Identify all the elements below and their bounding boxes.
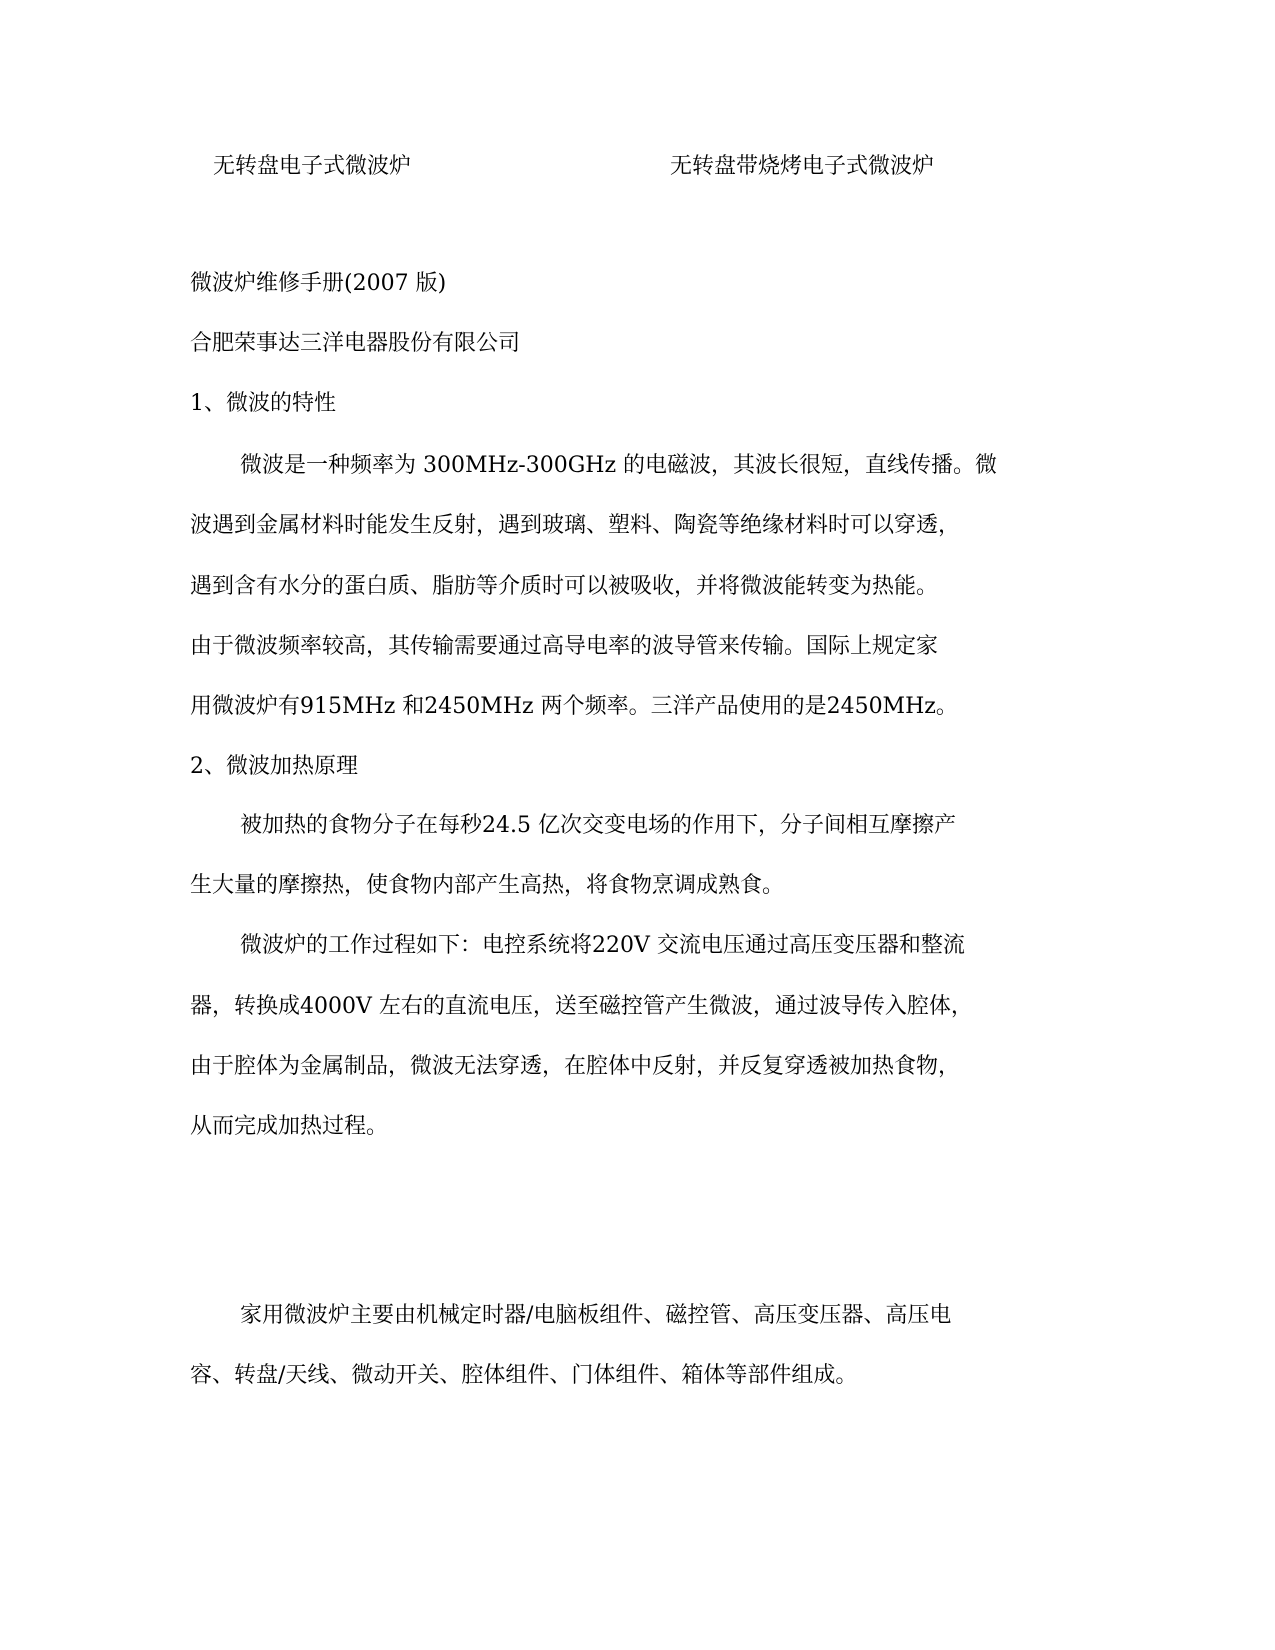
- paragraph-line: 遇到含有水分的蛋白质、脂肪等介质时可以被吸收，并将微波能转变为热能。: [190, 574, 939, 599]
- company-name: 合肥荣事达三洋电器股份有限公司: [190, 331, 521, 356]
- paragraph-line: 从而完成加热过程。: [190, 1114, 389, 1139]
- paragraph-line: 器，转换成4000V 左右的直流电压，送至磁控管产生微波，通过波导传入腔体，: [190, 994, 973, 1019]
- paragraph-line: 微波炉的工作过程如下：电控系统将220V 交流电压通过高压变压器和整流: [240, 933, 965, 958]
- paragraph-line: 由于腔体为金属制品，微波无法穿透，在腔体中反射，并反复穿透被加热食物，: [190, 1054, 961, 1079]
- paragraph-line: 家用微波炉主要由机械定时器/电脑板组件、磁控管、高压变压器、高压电: [240, 1303, 952, 1328]
- section-heading-microwave-properties: 1、微波的特性: [190, 391, 336, 416]
- image-caption-right: 无转盘带烧烤电子式微波炉: [670, 154, 935, 179]
- paragraph-line: 生大量的摩擦热，使食物内部产生高热，将食物烹调成熟食。: [190, 873, 785, 898]
- section-heading-heating-principle: 2、微波加热原理: [190, 754, 358, 779]
- paragraph-line: 用微波炉有915MHz 和2450MHz 两个频率。三洋产品使用的是2450MHz。: [190, 694, 958, 719]
- paragraph-line: 由于微波频率较高，其传输需要通过高导电率的波导管来传输。国际上规定家: [190, 634, 939, 659]
- paragraph-line: 容、转盘/天线、微动开关、腔体组件、门体组件、箱体等部件组成。: [190, 1363, 858, 1388]
- paragraph-line: 被加热的食物分子在每秒24.5 亿次交变电场的作用下，分子间相互摩擦产: [240, 813, 956, 838]
- paragraph-line: 波遇到金属材料时能发生反射，遇到玻璃、塑料、陶瓷等绝缘材料时可以穿透，: [190, 513, 961, 538]
- document-title: 微波炉维修手册(2007 版): [190, 271, 447, 296]
- image-caption-left: 无转盘电子式微波炉: [213, 154, 412, 179]
- paragraph-line: 微波是一种频率为 300MHz-300GHz 的电磁波，其波长很短，直线传播。微: [240, 453, 998, 478]
